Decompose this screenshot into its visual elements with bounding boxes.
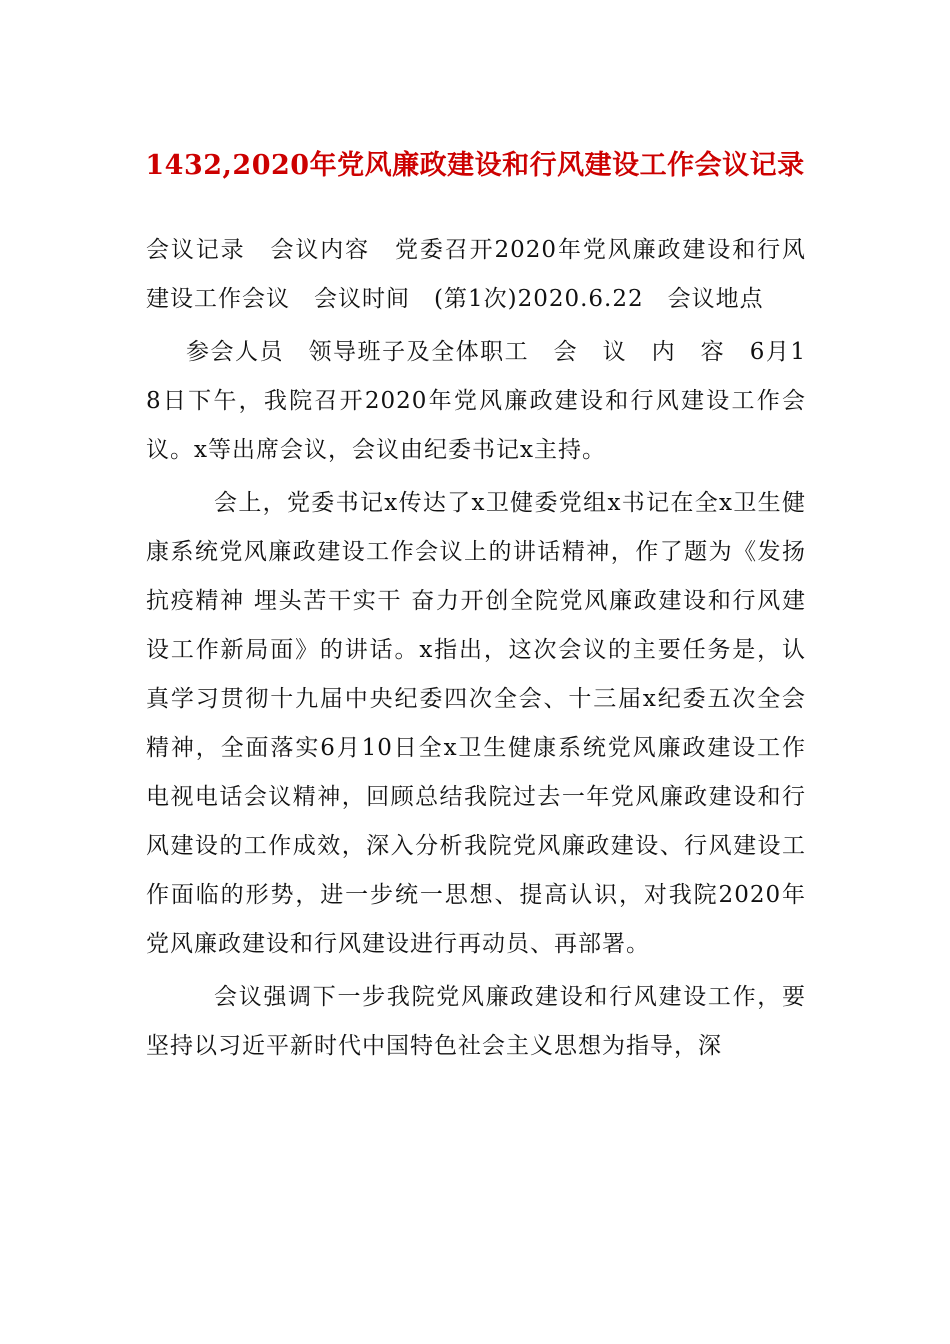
document-title: 1432,2020年党风廉政建设和行风建设工作会议记录	[145, 150, 805, 182]
meeting-emphasis-paragraph: 会议强调下一步我院党风廉政建设和行风建设工作，要坚持以习近平新时代中国特色社会主义思想为指导，深	[146, 984, 806, 1059]
attendees-paragraph: 参会人员 领导班子及全体职工 会 议 内 容 6月18日下午，我院召开2020年党风廉政建设和行风建设工作会议。x等出席会议，会议由纪委书记x主持。	[146, 339, 806, 463]
document-body	[146, 226, 806, 1071]
meeting-header-paragraph: 会议记录 会议内容 党委召开2020年党风廉政建设和行风建设工作会议 会议时间 (第1次)2020.6.22 会议地点	[146, 237, 806, 312]
meeting-content-paragraph: 会上，党委书记x传达了x卫健委党组x书记在全x卫生健康系统党风廉政建设工作会议上的讲话精神，作了题为《发扬抗疫精神 埋头苦干实干 奋力开创全院党风廉政建设和行风建设工作新局面》的讲话。x指出，这次会议的主要任务是，认真学习贯彻十九届中央纪委四次全会、十三届x纪委五次全会精神，全面落实6月10日全x卫生健康系统党风廉政建设工作电视电话会议精神，回顾总结我院过去一年党风廉政建设和行风建设的工作成效，深入分析我院党风廉政建设、行风建设工作面临的形势，进一步统一思想、提高认识，对我院2020年党风廉政建设和行风建设进行再动员、再部署。	[146, 490, 806, 957]
